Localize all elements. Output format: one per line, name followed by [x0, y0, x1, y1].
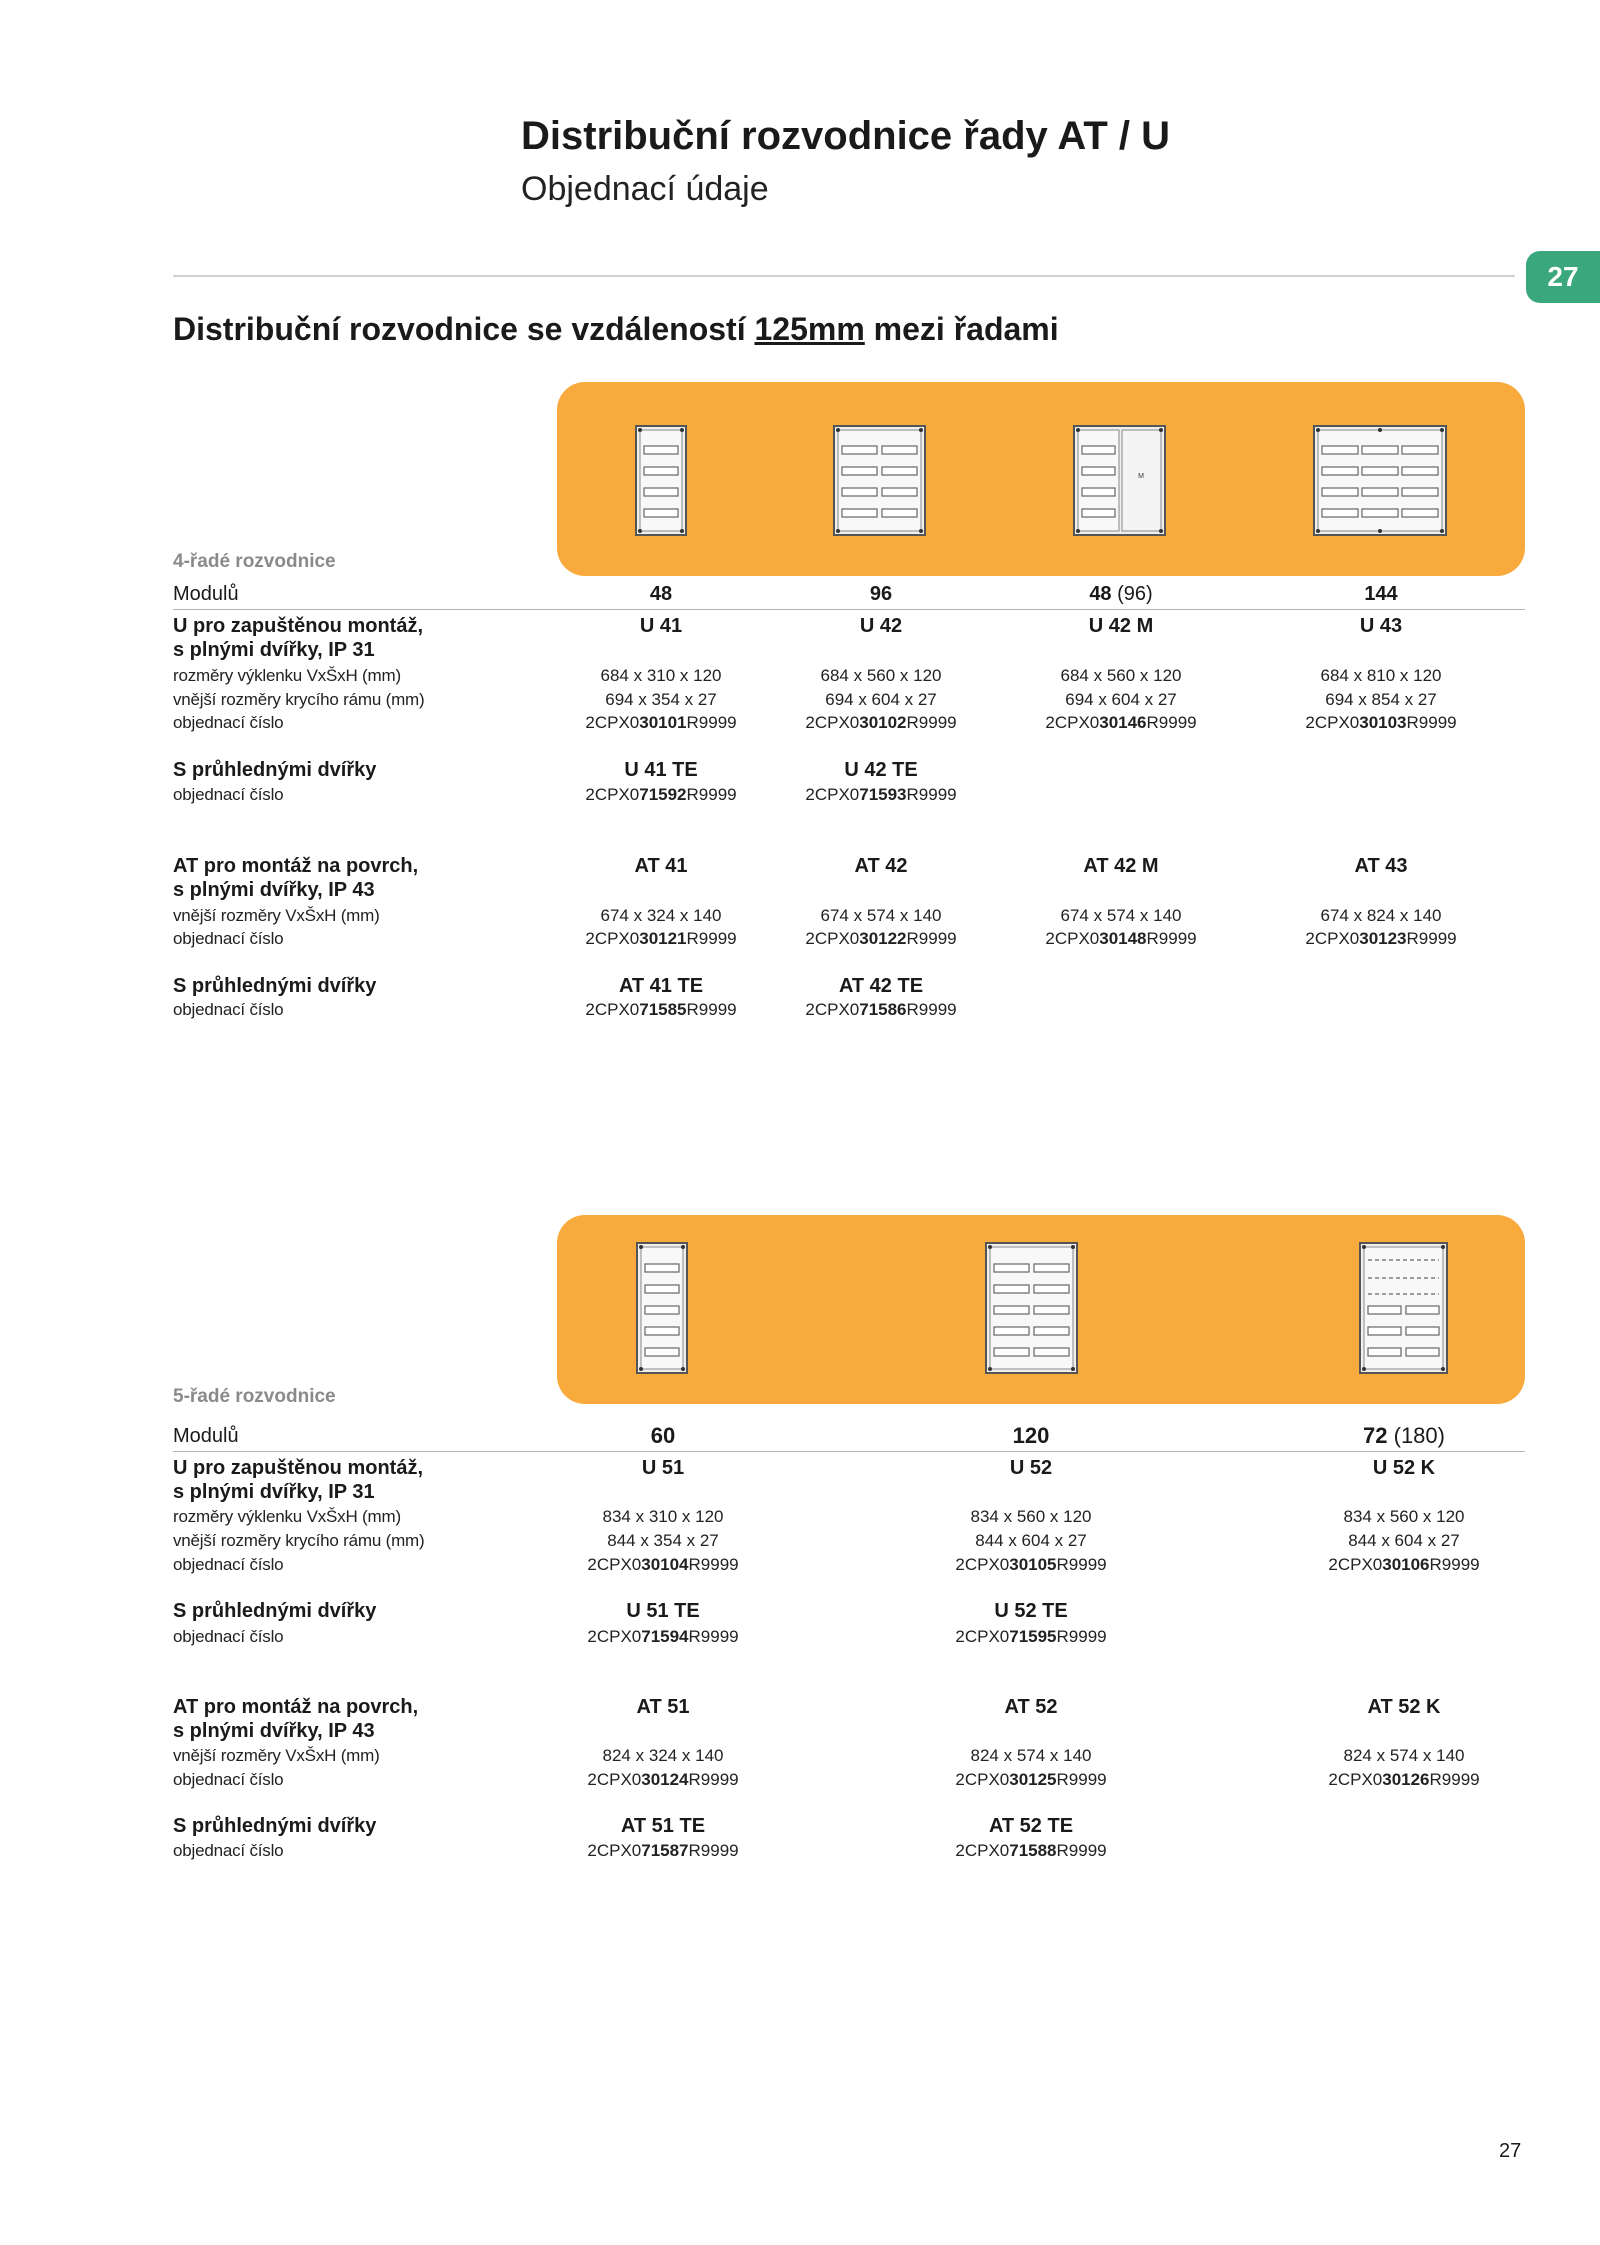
at-te-model-name — [619, 975, 703, 998]
label-order-number: objednací číslo — [173, 1000, 284, 1019]
u-frame: 694 x 854 x 27 — [1325, 690, 1437, 709]
u-order-number — [1305, 713, 1456, 733]
order-bold: 71587 — [641, 1841, 689, 1860]
u-order-number — [585, 713, 736, 733]
order-pre: 2CPX0 — [585, 713, 640, 732]
at-outer-dims — [971, 1746, 1092, 1766]
label-at-line1: AT pro montáž na povrch, — [173, 1696, 419, 1718]
u-model-name — [860, 615, 902, 638]
page-tab: 27 — [1526, 251, 1600, 303]
u-name: U 41 — [639, 615, 683, 637]
order-bold: 30146 — [1099, 713, 1147, 732]
section-title-pre: Distribuční rozvodnice se vzdáleností — [173, 311, 755, 347]
at-model-name — [1355, 855, 1408, 878]
order-bold: 71588 — [1009, 1841, 1057, 1860]
at-order-number — [955, 1770, 1106, 1790]
label-frame-dims: vnější rozměry krycího rámu (mm) — [173, 690, 425, 709]
order-post: R9999 — [686, 929, 737, 948]
at-te-order-number — [955, 1841, 1106, 1861]
cabinet-communication-icon — [1359, 1242, 1448, 1374]
label-niche-dims: rozměry výklenku VxŠxH (mm) — [173, 666, 401, 685]
order-post: R9999 — [1406, 713, 1457, 732]
u-model-name — [1010, 1457, 1052, 1480]
at-order-number — [1328, 1770, 1479, 1790]
order-post: R9999 — [1146, 713, 1197, 732]
u-niche: 834 x 560 x 120 — [970, 1507, 1092, 1526]
label-transparent-doors: S průhlednými dvířky — [173, 759, 377, 781]
order-pre: 2CPX0 — [955, 1555, 1010, 1574]
order-pre: 2CPX0 — [587, 1841, 642, 1860]
u-niche: 684 x 810 x 120 — [1320, 666, 1442, 685]
u-order-number — [1328, 1555, 1479, 1575]
atte-name: AT 42 TE — [838, 975, 924, 997]
order-post: R9999 — [906, 1000, 957, 1019]
u-niche: 834 x 310 x 120 — [602, 1507, 724, 1526]
order-bold: 30125 — [1009, 1770, 1057, 1789]
atte-name: AT 52 TE — [988, 1815, 1074, 1837]
modules-count — [1089, 583, 1152, 606]
modules-paren: (180) — [1387, 1423, 1445, 1448]
order-post: R9999 — [688, 1555, 739, 1574]
order-bold: 71594 — [641, 1627, 689, 1646]
order-bold: 30124 — [641, 1770, 689, 1789]
at-te-model-name — [839, 975, 923, 998]
modules-value: 48 — [649, 583, 673, 605]
order-post: R9999 — [906, 929, 957, 948]
label-outer-dims: vnější rozměry VxŠxH (mm) — [173, 1746, 380, 1765]
order-pre: 2CPX0 — [587, 1770, 642, 1789]
multimedia-label: M — [1138, 473, 1144, 480]
u-te-model-name — [626, 1600, 699, 1623]
label-order-number: objednací číslo — [173, 713, 284, 732]
label-transparent-doors: S průhlednými dvířky — [173, 975, 377, 997]
u-model-name — [1360, 615, 1402, 638]
u-frame-dims — [1348, 1531, 1460, 1551]
order-pre: 2CPX0 — [585, 1000, 640, 1019]
at-order-number — [585, 929, 736, 949]
label-moduly: Modulů — [173, 1425, 239, 1447]
modules-count — [1013, 1423, 1050, 1449]
te-name: U 52 TE — [994, 1600, 1068, 1622]
label-order-number: objednací číslo — [173, 1555, 284, 1574]
at-outer-dims — [1061, 906, 1182, 926]
label-transparent-doors: S průhlednými dvířky — [173, 1600, 377, 1622]
u-niche-dims — [1321, 666, 1442, 686]
order-bold: 30102 — [859, 713, 907, 732]
at-name: AT 43 — [1354, 855, 1408, 877]
order-post: R9999 — [906, 785, 957, 804]
order-pre: 2CPX0 — [587, 1627, 642, 1646]
u-frame: 844 x 604 x 27 — [975, 1531, 1087, 1550]
order-pre: 2CPX0 — [1305, 929, 1360, 948]
order-bold: 30104 — [641, 1555, 689, 1574]
order-post: R9999 — [686, 785, 737, 804]
label-u-line2: s plnými dvířky, IP 31 — [173, 1481, 375, 1503]
label-at-line2: s plnými dvířky, IP 43 — [173, 1720, 375, 1742]
cabinet-2col-5row-icon — [985, 1242, 1078, 1374]
at-model-name — [1005, 1696, 1058, 1719]
modules-count — [1363, 1423, 1445, 1449]
at-name: AT 51 — [636, 1696, 690, 1718]
at-te-order-number — [805, 1000, 956, 1020]
at-outer-dims — [601, 906, 722, 926]
order-pre: 2CPX0 — [587, 1555, 642, 1574]
order-bold: 30122 — [859, 929, 907, 948]
modules-value: 60 — [650, 1423, 676, 1448]
section-title-underlined: 125mm — [754, 311, 865, 347]
modules-count — [870, 583, 892, 606]
modules-row-divider — [173, 1451, 1525, 1452]
at-outer-dims — [1321, 906, 1442, 926]
u-niche: 684 x 560 x 120 — [820, 666, 942, 685]
u-model-name — [1373, 1457, 1435, 1480]
u-frame: 844 x 604 x 27 — [1348, 1531, 1460, 1550]
cabinet-multimedia-icon — [1073, 425, 1166, 536]
order-bold: 71586 — [859, 1000, 907, 1019]
order-bold: 30101 — [639, 713, 687, 732]
order-bold: 71593 — [859, 785, 907, 804]
order-post: R9999 — [688, 1770, 739, 1789]
section-title-post: mezi řadami — [864, 311, 1059, 347]
label-outer-dims: vnější rozměry VxŠxH (mm) — [173, 906, 380, 925]
u-te-order-number — [805, 785, 956, 805]
order-bold: 30105 — [1009, 1555, 1057, 1574]
order-pre: 2CPX0 — [1045, 929, 1100, 948]
label-order-number: objednací číslo — [173, 785, 284, 804]
at-model-name — [855, 855, 908, 878]
at-dims: 674 x 324 x 140 — [600, 906, 722, 925]
u-te-order-number — [587, 1627, 738, 1647]
u-model-name — [642, 1457, 684, 1480]
order-post: R9999 — [688, 1627, 739, 1646]
order-bold: 71585 — [639, 1000, 687, 1019]
order-post: R9999 — [1056, 1627, 1107, 1646]
u-frame: 844 x 354 x 27 — [607, 1531, 719, 1550]
order-post: R9999 — [1056, 1770, 1107, 1789]
modules-value: 120 — [1012, 1423, 1050, 1448]
order-bold: 71595 — [1009, 1627, 1057, 1646]
order-bold: 30106 — [1382, 1555, 1430, 1574]
u-te-model-name — [844, 759, 917, 782]
order-post: R9999 — [1056, 1841, 1107, 1860]
order-post: R9999 — [1429, 1770, 1480, 1789]
at-dims: 824 x 574 x 140 — [970, 1746, 1092, 1765]
u-frame-dims — [607, 1531, 719, 1551]
at-order-number — [587, 1770, 738, 1790]
label-u-line1: U pro zapuštěnou montáž, — [173, 1457, 423, 1479]
at-outer-dims — [603, 1746, 724, 1766]
order-pre: 2CPX0 — [1045, 713, 1100, 732]
label-frame-dims: vnější rozměry krycího rámu (mm) — [173, 1531, 425, 1550]
cabinet-1col-5row-icon — [636, 1242, 688, 1374]
page-title: Distribuční rozvodnice řady AT / U — [521, 114, 1170, 158]
u-model-name — [1089, 615, 1153, 638]
order-post: R9999 — [686, 1000, 737, 1019]
order-post: R9999 — [906, 713, 957, 732]
u-order-number — [955, 1555, 1106, 1575]
u-te-model-name — [994, 1600, 1067, 1623]
at-name: AT 52 K — [1367, 1696, 1441, 1718]
te-name: U 41 TE — [624, 759, 698, 781]
modules-value: 72 — [1363, 1423, 1388, 1448]
label-order-number: objednací číslo — [173, 1627, 284, 1646]
te-name: U 51 TE — [626, 1600, 700, 1622]
u-frame: 694 x 354 x 27 — [605, 690, 717, 709]
order-bold: 30126 — [1382, 1770, 1430, 1789]
modules-count — [650, 583, 672, 606]
at-dims: 674 x 824 x 140 — [1320, 906, 1442, 925]
order-post: R9999 — [1056, 1555, 1107, 1574]
label-at-line1: AT pro montáž na povrch, — [173, 855, 419, 877]
cabinet-1col-4row-icon — [635, 425, 687, 536]
order-pre: 2CPX0 — [1305, 713, 1360, 732]
order-post: R9999 — [1146, 929, 1197, 948]
at-model-name — [635, 855, 688, 878]
five-row-label: 5-řadé rozvodnice — [173, 1386, 336, 1407]
u-niche: 834 x 560 x 120 — [1343, 1507, 1465, 1526]
page-subtitle: Objednací údaje — [521, 170, 769, 208]
at-dims: 674 x 574 x 140 — [820, 906, 942, 925]
u-niche: 684 x 560 x 120 — [1060, 666, 1182, 685]
u-order-number — [587, 1555, 738, 1575]
order-pre: 2CPX0 — [1328, 1770, 1383, 1789]
at-name: AT 42 — [854, 855, 908, 877]
order-bold: 71592 — [639, 785, 687, 804]
u-te-order-number — [955, 1627, 1106, 1647]
modules-count — [1364, 583, 1397, 606]
at-model-name — [1368, 1696, 1441, 1719]
at-dims: 824 x 324 x 140 — [602, 1746, 724, 1765]
label-transparent-doors: S průhlednými dvířky — [173, 1815, 377, 1837]
order-pre: 2CPX0 — [585, 785, 640, 804]
order-bold: 30123 — [1359, 929, 1407, 948]
order-pre: 2CPX0 — [805, 1000, 860, 1019]
at-model-name — [1083, 855, 1158, 878]
label-order-number: objednací číslo — [173, 1841, 284, 1860]
u-niche-dims — [821, 666, 942, 686]
order-pre: 2CPX0 — [955, 1627, 1010, 1646]
at-order-number — [1305, 929, 1456, 949]
u-name: U 52 — [1009, 1457, 1053, 1479]
label-u-line2: s plnými dvířky, IP 31 — [173, 639, 375, 661]
four-row-label: 4-řadé rozvodnice — [173, 551, 336, 572]
page-number: 27 — [1499, 2140, 1522, 2162]
u-niche-dims — [971, 1507, 1092, 1527]
at-dims: 674 x 574 x 140 — [1060, 906, 1182, 925]
te-name: U 42 TE — [844, 759, 918, 781]
modules-count — [651, 1423, 675, 1449]
order-pre: 2CPX0 — [585, 929, 640, 948]
at-te-model-name — [621, 1815, 705, 1838]
header-divider — [173, 275, 1515, 277]
atte-name: AT 51 TE — [620, 1815, 706, 1837]
order-pre: 2CPX0 — [805, 785, 860, 804]
at-te-order-number — [587, 1841, 738, 1861]
modules-value: 48 — [1089, 583, 1112, 605]
order-pre: 2CPX0 — [805, 713, 860, 732]
at-name: AT 52 — [1004, 1696, 1058, 1718]
u-frame-dims — [1325, 690, 1437, 710]
modules-value: 144 — [1364, 583, 1398, 605]
label-at-line2: s plnými dvířky, IP 43 — [173, 879, 375, 901]
at-te-model-name — [989, 1815, 1073, 1838]
order-post: R9999 — [1406, 929, 1457, 948]
label-u-line1: U pro zapuštěnou montáž, — [173, 615, 423, 637]
label-niche-dims: rozměry výklenku VxŠxH (mm) — [173, 1507, 401, 1526]
u-order-number — [805, 713, 956, 733]
at-outer-dims — [821, 906, 942, 926]
order-pre: 2CPX0 — [1328, 1555, 1383, 1574]
u-frame-dims — [975, 1531, 1087, 1551]
atte-name: AT 41 TE — [618, 975, 704, 997]
u-niche-dims — [1061, 666, 1182, 686]
modules-row-divider — [173, 609, 1525, 610]
u-name: U 52 K — [1372, 1457, 1436, 1479]
order-post: R9999 — [686, 713, 737, 732]
at-order-number — [1045, 929, 1196, 949]
u-frame: 694 x 604 x 27 — [1065, 690, 1177, 709]
u-te-order-number — [585, 785, 736, 805]
u-name: U 42 M — [1088, 615, 1154, 637]
u-niche: 684 x 310 x 120 — [600, 666, 722, 685]
u-frame-dims — [605, 690, 717, 710]
order-pre: 2CPX0 — [955, 1770, 1010, 1789]
u-name: U 42 — [859, 615, 903, 637]
at-outer-dims — [1344, 1746, 1465, 1766]
cabinet-3col-4row-icon — [1313, 425, 1447, 536]
order-post: R9999 — [1429, 1555, 1480, 1574]
u-niche-dims — [1344, 1507, 1465, 1527]
order-pre: 2CPX0 — [805, 929, 860, 948]
at-name: AT 41 — [634, 855, 688, 877]
order-bold: 30148 — [1099, 929, 1147, 948]
u-model-name — [640, 615, 682, 638]
u-frame-dims — [825, 690, 937, 710]
u-name: U 51 — [641, 1457, 685, 1479]
label-moduly: Modulů — [173, 583, 239, 605]
u-niche-dims — [603, 1507, 724, 1527]
modules-paren: (96) — [1111, 583, 1153, 605]
at-dims: 824 x 574 x 140 — [1343, 1746, 1465, 1765]
label-order-number: objednací číslo — [173, 1770, 284, 1789]
modules-value: 96 — [869, 583, 893, 605]
label-order-number: objednací číslo — [173, 929, 284, 948]
u-te-model-name — [624, 759, 697, 782]
u-frame-dims — [1065, 690, 1177, 710]
u-name: U 43 — [1359, 615, 1403, 637]
at-model-name — [637, 1696, 690, 1719]
order-bold: 30121 — [639, 929, 687, 948]
u-frame: 694 x 604 x 27 — [825, 690, 937, 709]
u-niche-dims — [601, 666, 722, 686]
u-order-number — [1045, 713, 1196, 733]
cabinet-2col-4row-icon — [833, 425, 926, 536]
order-pre: 2CPX0 — [955, 1841, 1010, 1860]
order-bold: 30103 — [1359, 713, 1407, 732]
order-post: R9999 — [688, 1841, 739, 1860]
at-name: AT 42 M — [1083, 855, 1159, 877]
section-title — [173, 311, 1059, 348]
at-order-number — [805, 929, 956, 949]
at-te-order-number — [585, 1000, 736, 1020]
